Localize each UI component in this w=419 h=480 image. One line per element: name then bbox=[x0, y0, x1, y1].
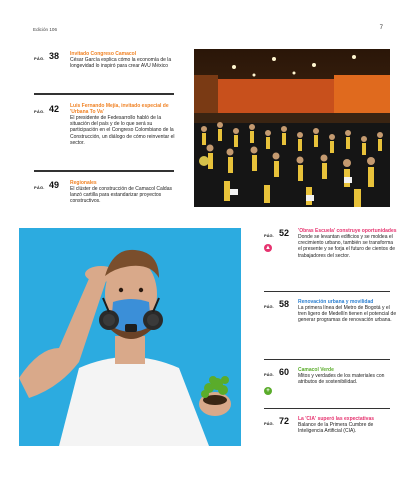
toc-entry-title: Invitado Congreso Camacol bbox=[70, 51, 137, 57]
toc-entry-body bbox=[298, 299, 398, 324]
toc-entry-body bbox=[298, 416, 398, 434]
toc-entry-text: Mitos y verdades de los materiales con atributos de sostenibilidad. bbox=[298, 373, 385, 386]
page-ref: 72 bbox=[279, 416, 290, 426]
pag-label: PÁG. bbox=[264, 421, 274, 426]
toc-entry-title: Luis Fernando Mejía, invitado especial de 'Urbana To Va' bbox=[70, 103, 169, 115]
toc-entry-text: El clúster de construcción de Camacol Caldas lanzó cartilla para estandarizar proyectos constructivos. bbox=[70, 186, 172, 205]
graduation-photo bbox=[194, 49, 390, 207]
page-ref: 42 bbox=[49, 104, 60, 114]
toc-entry-60[interactable] bbox=[264, 367, 394, 401]
page-ref: 60 bbox=[279, 367, 290, 377]
toc-entry-38[interactable] bbox=[34, 51, 184, 89]
pag-label: PÁG. bbox=[34, 56, 45, 61]
graduation-illustration bbox=[194, 49, 390, 207]
toc-entry-title: 'Obras Escuela' construye oportunidades bbox=[298, 228, 397, 234]
toc-entry-text: La primera línea del Metro de Bogotá y el tren ligero de Medellín tienen el potencial de generar programas de renovación urbana. bbox=[298, 305, 397, 324]
pag-label: PÁG. bbox=[264, 372, 274, 377]
toc-entry-title: Camacol Verde bbox=[298, 367, 334, 373]
toc-entry-title: Renovación urbana y movilidad bbox=[298, 299, 374, 305]
toc-entry-72[interactable] bbox=[264, 416, 394, 450]
toc-entry-text: Donde se levantan edificios y se moldea el crecimiento urbano, también se transforma el presente y se forja el futuro de cientos de trabajadores del sector. bbox=[298, 234, 396, 259]
section-divider bbox=[264, 291, 390, 292]
toc-entry-body bbox=[70, 51, 180, 69]
toc-entry-body bbox=[298, 367, 398, 385]
arrow-up-icon: ▲ bbox=[265, 245, 271, 251]
toc-entry-title: La 'CIA' superó las expectativas bbox=[298, 416, 375, 422]
page-number: 7 bbox=[379, 25, 383, 31]
edition-label: Edición 106 bbox=[33, 27, 58, 32]
toc-entry-text: El presidente de Fedesarrollo habló de la situación del país y de lo que será su participación en el Congreso Colombiano de la Construcción, un diálogo de cómo reinventar el sector. bbox=[70, 115, 175, 146]
page-ref: 58 bbox=[279, 299, 290, 309]
toc-entry-body bbox=[298, 228, 398, 259]
section-divider bbox=[264, 359, 390, 360]
pag-label: PÁG. bbox=[34, 109, 45, 114]
pag-label: PÁG. bbox=[34, 185, 45, 190]
section-divider bbox=[34, 170, 174, 172]
toc-entry-52[interactable] bbox=[264, 228, 397, 286]
page-ref: 38 bbox=[49, 51, 60, 61]
pag-label: PÁG. bbox=[264, 233, 274, 238]
page-ref: 49 bbox=[49, 180, 60, 190]
toc-entry-42[interactable] bbox=[34, 103, 184, 165]
plus-icon: + bbox=[264, 387, 272, 395]
pag-label: PÁG. bbox=[264, 304, 274, 309]
toc-entry-58[interactable] bbox=[264, 299, 397, 353]
toc-entry-title: Regionales bbox=[70, 180, 97, 186]
toc-entry-text: Balance de la Primera Cumbre de Inteligencia Artificial (CIA). bbox=[298, 422, 374, 435]
section-divider bbox=[264, 408, 390, 409]
page-ref: 52 bbox=[279, 228, 290, 238]
toc-entry-body bbox=[70, 180, 180, 205]
section-divider bbox=[34, 93, 174, 95]
mask-man-illustration bbox=[19, 228, 241, 446]
toc-entry-text: César García explica cómo la economía de la longevidad lo inspiró para crear AVU México bbox=[70, 57, 172, 70]
toc-entry-49[interactable] bbox=[34, 180, 184, 210]
toc-entry-body bbox=[70, 103, 180, 146]
mask-man-photo bbox=[19, 228, 241, 446]
